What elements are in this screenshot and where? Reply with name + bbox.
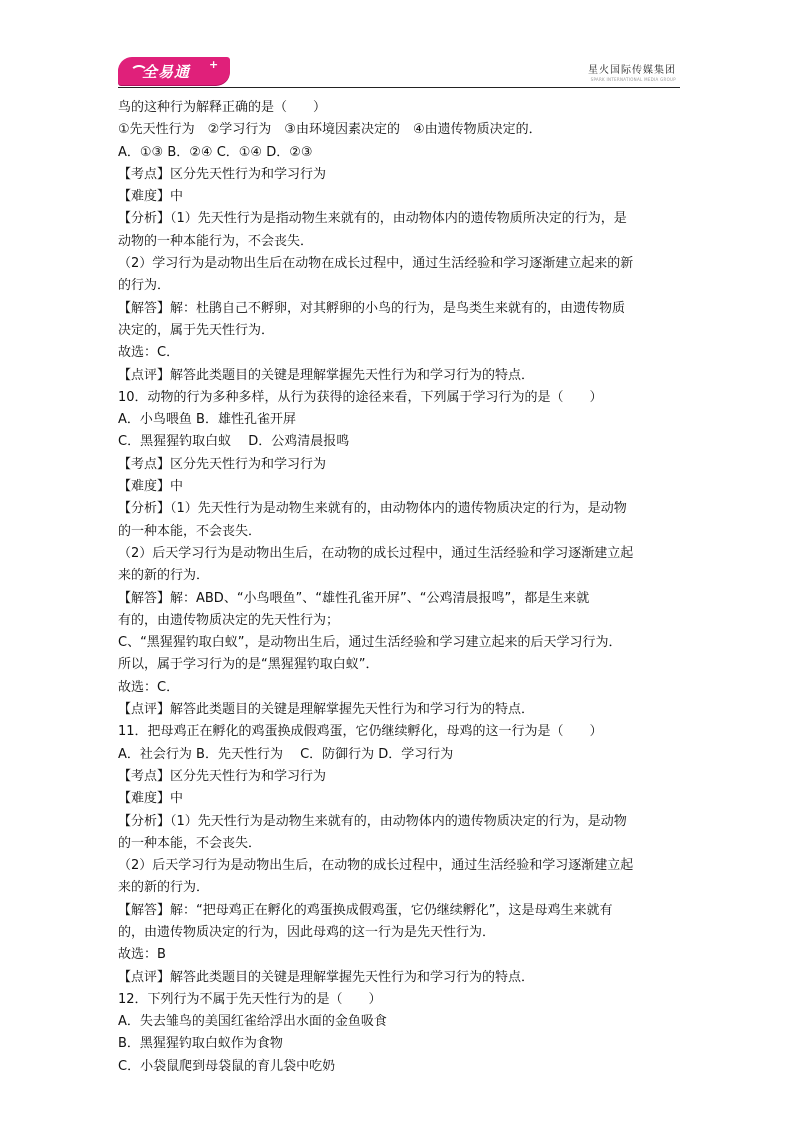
text-line: （2）后天学习行为是动物出生后，在动物的成长过程中，通过生活经验和学习逐渐建立起 [118,858,634,874]
text-line: 故选：B [118,947,166,963]
text-line: 的一种本能，不会丧失． [118,523,262,539]
company-subtitle: SPARK INTERNATIONAL MEDIA GROUP [590,77,676,82]
text-line: 鸟的这种行为解释正确的是（ ） [118,100,327,115]
text-line: 【点评】解答此类题目的关键是理解掌握先天性行为和学习行为的特点． [118,702,535,718]
company-name: 星火国际传媒集团 [588,65,676,76]
text-line: 所以，属于学习行为的是“黑猩猩钓取白蚁”． [118,657,379,673]
text-line: 【分析】（1）先天性行为是动物生来就有的，由动物体内的遗传物质决定的行为，是动物 [118,501,627,517]
page-header [118,55,680,91]
text-line: 12．下列行为不属于先天性行为的是（ ） [118,991,382,1007]
text-line: 的一种本能，不会丧失． [118,835,262,851]
text-line: 【点评】解答此类题目的关键是理解掌握先天性行为和学习行为的特点． [118,367,535,383]
text-line: （2）后天学习行为是动物出生后，在动物的成长过程中，通过生活经验和学习逐渐建立起 [118,545,634,561]
text-line: 【难度】中 [118,791,184,807]
text-line: 【点评】解答此类题目的关键是理解掌握先天性行为和学习行为的特点． [118,969,535,985]
company-block [588,61,676,82]
text-line: 【难度】中 [118,189,184,205]
text-line: 【分析】（1）先天性行为是动物生来就有的，由动物体内的遗传物质决定的行为，是动物 [118,813,627,829]
text-line: C、“黑猩猩钓取白蚁”，是动物出生后，通过生活经验和学习建立起来的后天学习行为． [118,635,622,651]
text-line: 有的，由遗传物质决定的先天性行为； [118,612,340,628]
logo-plus-icon: + [209,58,219,71]
text-line: A．①③ B．②④ C．①④ D．②③ [118,144,313,160]
text-line: 【分析】（1）先天性行为是指动物生来就有的，由动物体内的遗传物质所决定的行为，是 [118,211,627,227]
text-line: C．黑猩猩钓取白蚁 D．公鸡清晨报鸣 [118,434,350,450]
text-line: 的行为． [118,278,171,294]
text-line: 决定的，属于先天性行为． [118,322,275,338]
document-body [118,97,684,1078]
logo-text: 全易通 [142,63,191,81]
text-line: B．黑猩猩钓取白蚁作为食物 [118,1036,283,1052]
text-line: 【难度】中 [118,479,184,495]
text-line: A．小鸟喂鱼 B．雄性孔雀开屏 [118,412,296,428]
text-line: 【考点】区分先天性行为和学习行为 [118,166,327,182]
text-line: 【解答】解：ABD、“小鸟喂鱼”、“雄性孔雀开屏”、“公鸡清晨报鸣”，都是生来就 [118,590,590,606]
text-line: C．小袋鼠爬到母袋鼠的育儿袋中吃奶 [118,1058,336,1074]
text-line: 10．动物的行为多种多样，从行为获得的途径来看，下列属于学习行为的是（ ） [118,389,603,405]
header-divider [118,87,680,88]
text-line: A．社会行为 B．先天性行为 C．防御行为 D．学习行为 [118,746,454,762]
text-line: 11．把母鸡正在孵化的鸡蛋换成假鸡蛋，它仍继续孵化，母鸡的这一行为是（ ） [118,724,603,740]
text-line: 【考点】区分先天性行为和学习行为 [118,768,327,784]
text-line: 来的新的行为． [118,880,210,896]
text-line: 【考点】区分先天性行为和学习行为 [118,456,327,472]
text-line: 故选：C． [118,345,180,361]
text-line: 的，由遗传物质决定的行为，因此母鸡的这一行为是先天性行为． [118,924,496,940]
text-line: ①先天性行为 ②学习行为 ③由环境因素决定的 ④由遗传物质决定的． [118,122,542,138]
text-line: 【解答】解：杜鹃自己不孵卵，对其孵卵的小鸟的行为，是鸟类生来就有的，由遗传物质 [118,300,626,316]
brand-logo [118,57,230,85]
text-line: A．失去雏鸟的美国红雀给浮出水面的金鱼吸食 [118,1014,387,1030]
text-line: 故选：C． [118,679,180,695]
text-line: 动物的一种本能行为，不会丧失． [118,233,314,249]
text-line: 【解答】解：“把母鸡正在孵化的鸡蛋换成假鸡蛋，它仍继续孵化”，这是母鸡生来就有 [118,902,613,918]
text-line: （2）学习行为是动物出生后在动物在成长过程中，通过生活经验和学习逐渐建立起来的新 [118,256,634,272]
text-line: 来的新的行为． [118,568,210,584]
